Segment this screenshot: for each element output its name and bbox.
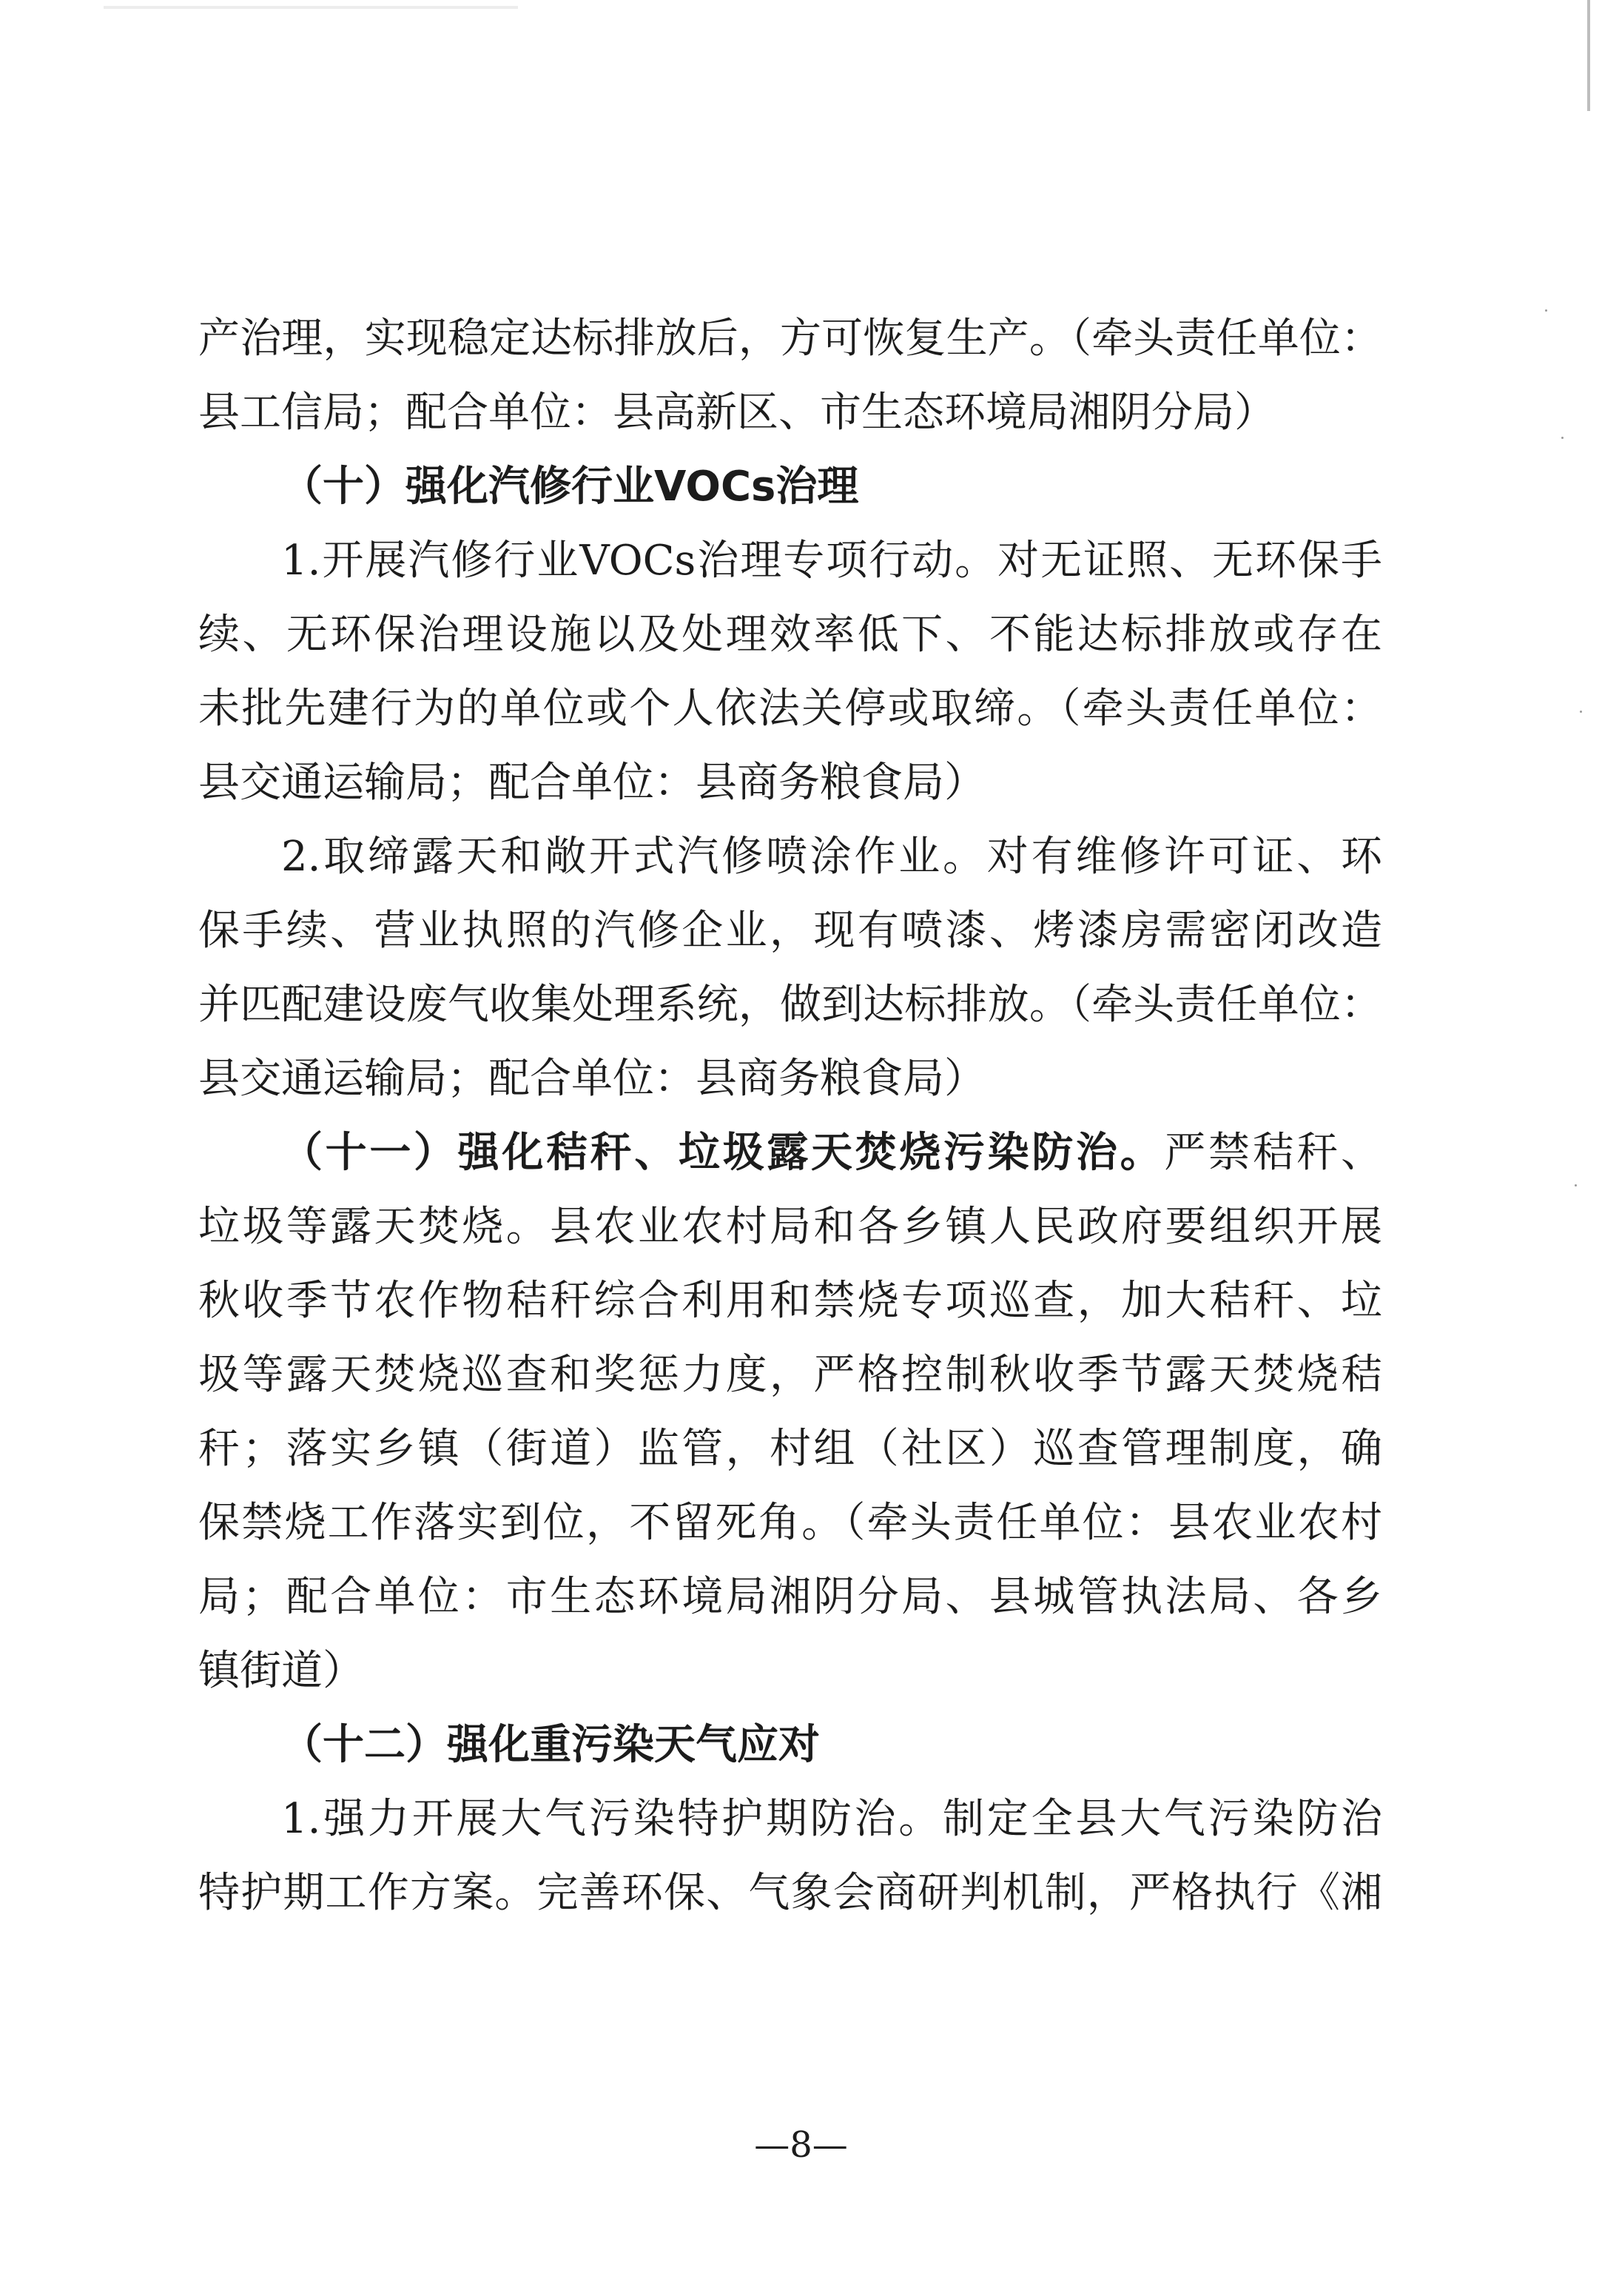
scan-artifact — [104, 6, 518, 9]
paragraph-line: 并匹配建设废气收集处理系统，做到达标排放。（牵头责任单位： — [198, 981, 1382, 1029]
paragraph-line: 局；配合单位：市生态环境局湘阴分局、县城管执法局、各乡 — [198, 1573, 1382, 1621]
scan-speck — [1580, 711, 1582, 713]
section-heading: （十）强化汽修行业VOCs治理 — [281, 463, 859, 511]
paragraph-line: 产治理，实现稳定达标排放后，方可恢复生产。（牵头责任单位： — [198, 315, 1382, 363]
paragraph-line: 秋收季节农作物秸秆综合利用和禁烧专项巡查，加大秸秆、垃 — [198, 1277, 1382, 1325]
paragraph-line: 圾等露天焚烧巡查和奖惩力度，严格控制秋收季节露天焚烧秸 — [198, 1351, 1382, 1399]
paragraph-line: 续、无环保治理设施以及处理效率低下、不能达标排放或存在 — [198, 611, 1382, 659]
paragraph-line: 未批先建行为的单位或个人依法关停或取缔。（牵头责任单位： — [198, 685, 1382, 733]
paragraph-line — [198, 1116, 1382, 1190]
paragraph-line: 特护期工作方案。完善环保、气象会商研判机制，严格执行《湘 — [198, 1869, 1382, 1917]
paragraph-line: 2.取缔露天和敞开式汽修喷涂作业。对有维修许可证、环 — [281, 833, 1382, 881]
paragraph-line: 秆；落实乡镇（街道）监管，村组（社区）巡查管理制度，确 — [198, 1425, 1382, 1473]
paragraph-line: 垃圾等露天焚烧。县农业农村局和各乡镇人民政府要组织开展 — [198, 1203, 1382, 1251]
paragraph-line: 1.开展汽修行业VOCs治理专项行动。对无证照、无环保手 — [281, 537, 1382, 585]
scan-speck — [1545, 309, 1547, 312]
section-heading-inline: （十一）强化秸秆、垃圾露天焚烧污染防治。 — [281, 1129, 1165, 1177]
section-heading: （十二）强化重污染天气应对 — [281, 1721, 820, 1769]
page-number: —8— — [754, 2124, 848, 2166]
paragraph-line: 县工信局；配合单位：县高新区、市生态环境局湘阴分局） — [198, 389, 1276, 437]
body-text — [198, 302, 1382, 1930]
paragraph-line: 1.强力开展大气污染特护期防治。制定全县大气污染防治 — [281, 1795, 1382, 1843]
paragraph-line: 保禁烧工作落实到位，不留死角。（牵头责任单位：县农业农村 — [198, 1499, 1382, 1547]
scan-edge-line — [1587, 0, 1590, 111]
paragraph-text: 严禁秸秆、 — [1164, 1129, 1383, 1177]
paragraph-line: 县交通运输局；配合单位：县商务粮食局） — [198, 759, 986, 807]
paragraph-line: 保手续、营业执照的汽修企业，现有喷漆、烤漆房需密闭改造 — [198, 907, 1382, 955]
scan-speck — [1575, 1184, 1577, 1186]
paragraph-line: 镇街道） — [198, 1647, 364, 1695]
scan-speck — [1561, 437, 1564, 439]
paragraph-line: 县交通运输局；配合单位：县商务粮食局） — [198, 1055, 986, 1103]
